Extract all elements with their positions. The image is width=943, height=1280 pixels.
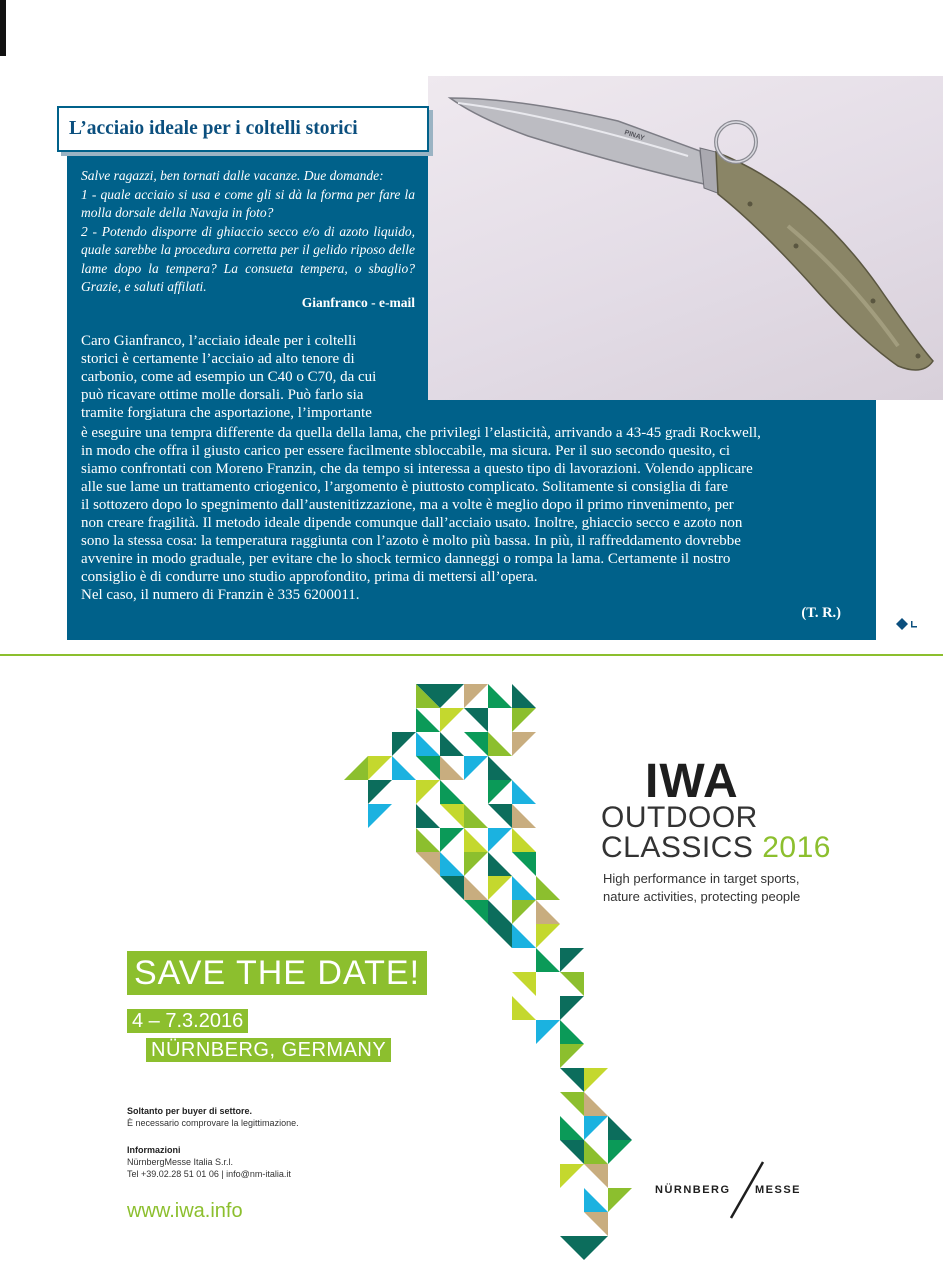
question-signature: Gianfranco - e-mail bbox=[301, 295, 415, 310]
buyers-notice bbox=[127, 1105, 299, 1129]
info-company: NürnbergMesse Italia S.r.l. bbox=[127, 1157, 234, 1167]
answer-line: tramite forgiatura che asportazione, l’importante bbox=[81, 405, 372, 421]
answer-line: Caro Gianfranco, l’acciaio ideale per i coltelli bbox=[81, 333, 357, 349]
answer-text-bottom bbox=[81, 424, 843, 604]
logo-word-left: NÜRNBERG bbox=[655, 1184, 731, 1196]
info-title: Informazioni bbox=[127, 1145, 181, 1155]
answer-line: carbonio, come ad esempio un C40 o C70, da cui bbox=[81, 369, 377, 385]
answer-text-top bbox=[81, 332, 415, 422]
question-line: Salve ragazzi, ben tornati dalle vacanze. Due domande: bbox=[81, 168, 384, 183]
iwa-tagline bbox=[603, 870, 800, 906]
classics-word: CLASSICS bbox=[601, 831, 754, 864]
tagline-line: High performance in target sports, bbox=[603, 871, 800, 886]
iwa-outdoor-line: OUTDOOR bbox=[601, 801, 758, 834]
event-dates-badge: 4 – 7.3.2016 bbox=[127, 1009, 248, 1033]
nuernbergmesse-logo bbox=[655, 1160, 810, 1220]
navaja-knife-photo bbox=[428, 76, 943, 400]
answer-line: alle sue lame un trattamento criogenico, l’argomento è piuttosto complicato. Solitamente si consiglia di fare bbox=[81, 479, 729, 495]
question-line: 1 - quale acciaio si usa e come gli si dà la forma per fare la molla dorsale della Navaja in foto? bbox=[81, 186, 415, 220]
question-line: 2 - Potendo disporre di ghiaccio secco e/o di azoto liquido, quale sarebbe la procedura corretta per il gelido riposo delle lame dopo la tempera? La consueta tempera, o sbaglio? Grazie, e saluti affilati. bbox=[81, 223, 415, 294]
answer-line: storici è certamente l’acciaio ad alto tenore di bbox=[81, 351, 355, 367]
info-contact: Tel +39.02.28 51 01 06 | info@nm-italia.it bbox=[127, 1169, 291, 1179]
save-the-date-banner: SAVE THE DATE! bbox=[127, 951, 427, 995]
article-title-box bbox=[57, 106, 429, 152]
contact-info bbox=[127, 1144, 291, 1180]
page-corner-mark bbox=[0, 0, 6, 56]
answer-line: sono la stessa cosa: la temperatura raggiunta con l’azoto è molto più bassa. In più, il raffreddamento dovrebbe bbox=[81, 533, 741, 549]
tagline-line: nature activities, protecting people bbox=[603, 889, 801, 904]
event-location-badge: NÜRNBERG, GERMANY bbox=[146, 1038, 391, 1062]
section-divider bbox=[0, 654, 943, 656]
answer-line: il sottozero dopo lo spegnimento dall’austenitizzazione, ma a volte è meglio dopo il primo rinvenimento, per bbox=[81, 497, 734, 513]
answer-line: non creare fragilità. Il metodo ideale dipende comunque dall’acciaio usato. Inoltre, ghiaccio secco e azoto non bbox=[81, 515, 743, 531]
blade-maker-mark: PINAY bbox=[623, 129, 646, 143]
author-initials: (T. R.) bbox=[801, 605, 841, 621]
buyers-title: Soltanto per buyer di settore. bbox=[127, 1106, 253, 1116]
answer-line: Nel caso, il numero di Franzin è 335 6200011. bbox=[81, 587, 360, 603]
answer-line: siamo confrontati con Moreno Franzin, che da tempo si interessa a questo tipo di lavorazioni. Volendo applicare bbox=[81, 461, 753, 477]
article-end-diamond-icon bbox=[896, 616, 920, 632]
iwa-brand-title: IWA bbox=[645, 755, 739, 808]
answer-line: è eseguire una tempra differente da quella della lama, che privilegi l’elasticità, arrivando a 43-45 gradi Rockwell, bbox=[81, 425, 761, 441]
buyers-note: È necessario comprovare la legittimazione. bbox=[127, 1118, 299, 1128]
reader-question bbox=[81, 167, 415, 297]
website-link[interactable]: www.iwa.info bbox=[127, 1200, 243, 1222]
event-year: 2016 bbox=[762, 831, 831, 864]
article-title: L’acciaio ideale per i coltelli storici bbox=[69, 118, 358, 139]
answer-line: consiglio è di condurre uno studio approfondito, prima di mettersi all’opera. bbox=[81, 569, 538, 585]
iwa-classics-line bbox=[601, 832, 831, 864]
navaja-knife-illustration bbox=[428, 76, 943, 400]
answer-line: avvenire in modo graduale, per evitare che lo shock termico danneggi o rompa la lama. Certamente il nostro bbox=[81, 551, 731, 567]
logo-word-right: MESSE bbox=[755, 1184, 802, 1196]
answer-line: in modo che offra il giusto carico per essere facilmente sbloccabile, ma sicura. Per il suo secondo quesito, ci bbox=[81, 443, 731, 459]
answer-line: può ricavare ottime molle dorsali. Può farlo sia bbox=[81, 387, 364, 403]
